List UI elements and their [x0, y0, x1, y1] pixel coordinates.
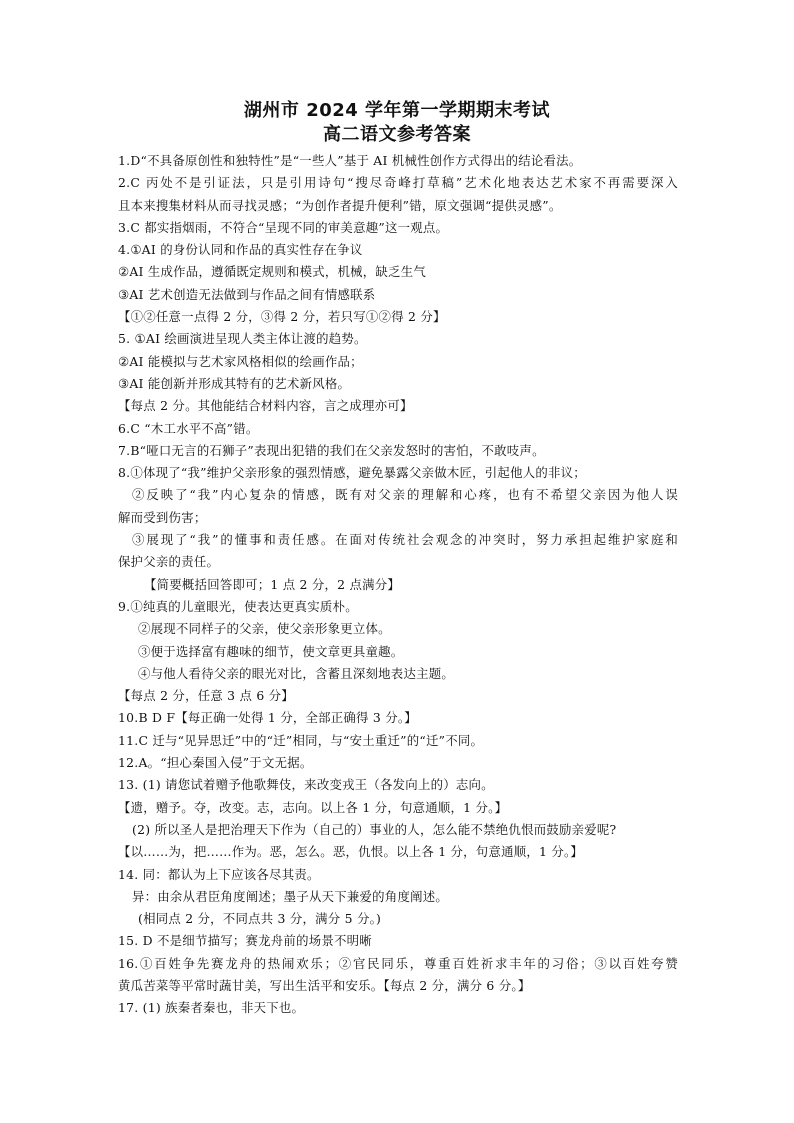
answer-line: 16.①百姓争先赛龙舟的热闹欢乐；②官民同乐，尊重百姓祈求丰年的习俗；③以百姓夸赞	[118, 955, 678, 971]
answer-line: ③AI 能创新并形成其特有的艺术新风格。	[118, 375, 351, 391]
answer-line: ②AI 生成作品，遵循既定规则和模式，机械，缺乏生气	[118, 264, 426, 280]
answer-line: 1.D“不具备原创性和独特性”是“一些人”基于 AI 机械性创作方式得出的结论看法。	[118, 153, 582, 168]
answer-line: 8.①体现了“我”维护父亲形象的强烈情感，避免暴露父亲做木匠，引起他人的非议；	[118, 465, 586, 481]
answer-line: (2) 所以圣人是把治理天下作为（自己的）事业的人，怎么能不禁绝仇恨而鼓励亲爱呢?	[132, 821, 617, 837]
answer-line: 【每点 2 分。其他能结合材料内容，言之成理亦可】	[118, 398, 413, 414]
answer-line: 9.①纯真的儿童眼光，使表达更真实质朴。	[118, 598, 358, 614]
answer-line: ③便于选择富有趣味的细节，使文章更具童趣。	[138, 643, 404, 659]
answer-line: (相同点 2 分，不同点共 3 分，满分 5 分。)	[138, 911, 382, 927]
answer-line: 12.A。“担心秦国入侵”于文无据。	[118, 755, 313, 771]
answer-line: 保护父亲的责任。	[118, 554, 220, 570]
answer-line: 11.C 迁与“见异思迁”中的“迁”相同，与“安土重迁”的“迁”不同。	[118, 732, 484, 748]
answer-line: 13. (1) 请您试着赠予他歌舞伎，来改变戎王（各发向上的）志向。	[118, 777, 494, 793]
answer-line: 【每点 2 分，任意 3 点 6 分】	[118, 688, 294, 704]
answer-line: 【遗，赠予。夺，改变。志，志向。以上各 1 分，句意通顺，1 分。】	[118, 799, 508, 815]
answer-line: ④与他人看待父亲的眼光对比，含蓄且深刻地表达主题。	[138, 665, 455, 681]
page-title: 湖州市 2024 学年第一学期期末考试	[243, 100, 551, 121]
answer-line: 【①②任意一点得 2 分，③得 2 分，若只写①②得 2 分】	[118, 309, 446, 325]
answer-line: 14. 同：都认为上下应该各尽其责。	[118, 866, 320, 882]
answer-line: 2.C 丙处不是引证法，只是引用诗句“搜尽奇峰打草稿”艺术化地表达艺术家不再需要深入	[118, 175, 678, 191]
answer-line: 解而受到伤害；	[118, 509, 207, 525]
answer-line: ②反映了“我”内心复杂的情感，既有对父亲的理解和心疼，也有不希望父亲因为他人误	[132, 487, 678, 503]
answer-line: 17. (1) 族秦者秦也，非天下也。	[118, 1000, 305, 1016]
answer-line: 3.C 都实指烟雨，不符合“呈现不同的审美意趣”这一观点。	[118, 219, 449, 235]
answer-line: 【简要概括回答即可；1 点 2 分，2 点满分】	[144, 576, 401, 592]
page-subtitle: 高二语文参考答案	[323, 124, 471, 145]
answer-line: ③展现了“我”的懂事和责任感。在面对传统社会观念的冲突时，努力承担起维护家庭和	[132, 532, 678, 548]
answer-line: ③AI 艺术创造无法做到与作品之间有情感联系	[118, 286, 376, 302]
answer-line: 7.B“哑口无言的石狮子”表现出犯错的我们在父亲发怒时的害怕，不敢吱声。	[118, 442, 545, 458]
answer-line: 6.C “木工水平不高”错。	[118, 420, 259, 436]
answer-line: ②AI 能模拟与艺术家风格相似的绘画作品；	[118, 353, 363, 369]
answer-line: 且本来搜集材料从而寻找灵感；“为创作者提升便利”错，原文强调“提供灵感”。	[118, 197, 562, 213]
answer-line: 4.①AI 的身份认同和作品的真实性存在争议	[118, 242, 363, 258]
answer-line: 15. D 不是细节描写；赛龙舟前的场景不明晰	[118, 933, 372, 949]
answer-line: 异：由余从君臣角度阐述；墨子从天下兼爱的角度阐述。	[132, 888, 449, 904]
answer-line: 10.B D F【每正确一处得 1 分，全部正确得 3 分。】	[118, 710, 417, 726]
answer-line: 5. ①AI 绘画演进呈现人类主体让渡的趋势。	[118, 331, 367, 347]
answer-line: ②展现不同样子的父亲，使父亲形象更立体。	[138, 621, 391, 637]
answer-line: 【以……为，把……作为。恶，怎么。恶，仇恨。以上各 1 分，句意通顺，1 分。】	[118, 844, 584, 860]
answer-line: 黄瓜苦菜等平常时蔬甘美，写出生活平和安乐。【每点 2 分，满分 6 分。】	[118, 977, 531, 993]
answer-list	[118, 150, 678, 1020]
